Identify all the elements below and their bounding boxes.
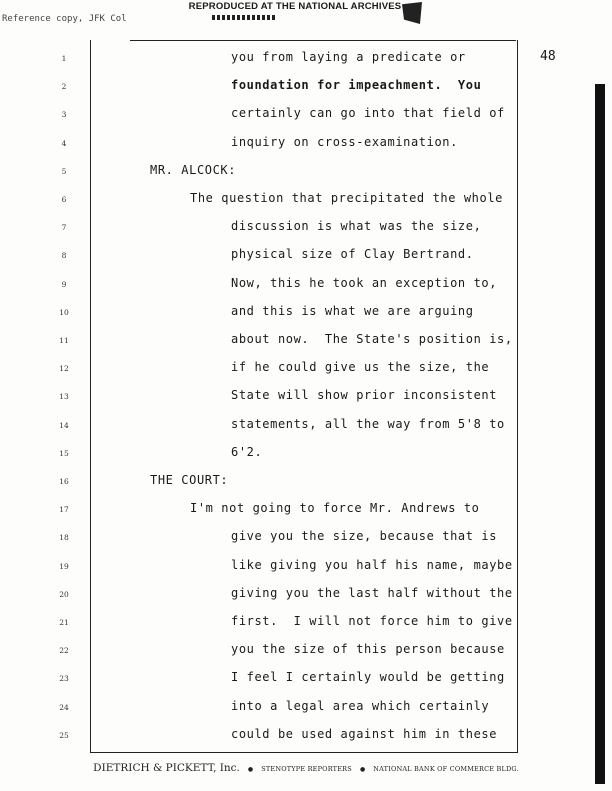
transcript-line: statements, all the way from 5'8 to [231, 416, 505, 431]
scan-edge-shadow [592, 84, 608, 784]
line-number: 3 [61, 110, 67, 120]
line-number: 23 [59, 674, 69, 684]
line-number: 6 [61, 195, 67, 204]
reference-copy-label: Reference copy, JFK Col [2, 14, 127, 24]
line-number: 5 [61, 166, 67, 176]
transcript-line: into a legal area which certainly [231, 698, 490, 713]
transcript-line: inquiry on cross-examination. [231, 134, 458, 149]
transcript-line: if he could give us the size, the [231, 360, 490, 375]
line-number: 8 [61, 251, 67, 261]
line-number: 18 [59, 533, 69, 543]
transcript-line: first. I will not force him to give [231, 614, 513, 628]
stamp-mark [402, 2, 422, 24]
transcript-line: State will show prior inconsistent [231, 388, 498, 403]
line-number: 13 [59, 392, 69, 402]
transcript-line: The question that precipitated the whole [190, 191, 503, 205]
transcript-line: I'm not going to force Mr. Andrews to [190, 501, 480, 516]
line-number: 24 [59, 702, 69, 712]
line-number: 16 [59, 477, 69, 486]
transcript-line: 6'2. [231, 444, 263, 459]
line-number: 22 [59, 646, 69, 656]
transcript-line: foundation for impeachment. You [231, 78, 482, 93]
line-number: 20 [59, 589, 69, 599]
transcript-line: certainly can go into that field of [231, 106, 505, 121]
page-number: 48 [540, 49, 556, 64]
transcript-line: Now, this he took an exception to, [231, 275, 498, 290]
line-number: 1 [61, 54, 67, 63]
line-number: 9 [61, 279, 67, 289]
transcript-line: like giving you half his name, maybe [231, 557, 513, 572]
transcript-line: MR. ALCOCK: [150, 162, 237, 177]
stamp-bar [212, 15, 276, 20]
line-number: 7 [61, 223, 67, 233]
line-number: 14 [59, 420, 69, 430]
archive-stamp: REPRODUCED AT THE NATIONAL ARCHIVES [188, 1, 402, 12]
footer-service: STENOTYPE REPORTERS [261, 765, 352, 773]
footer-bullet-1: ● [247, 766, 254, 773]
transcript-line: you from laying a predicate or [231, 50, 466, 64]
line-number: 4 [61, 138, 67, 148]
line-number: 25 [59, 730, 69, 740]
transcript-line: could be used against him in these [231, 726, 498, 741]
transcript-line: discussion is what was the size, [231, 219, 482, 234]
line-number: 17 [59, 505, 69, 515]
transcript-line: give you the size, because that is [231, 529, 498, 544]
footer-firm: DIETRICH & PICKETT, Inc. [93, 762, 240, 774]
transcript-line: I feel I certainly would be getting [231, 670, 505, 685]
footer-bullet-2: ● [359, 766, 366, 773]
line-number: 11 [59, 336, 69, 345]
line-number: 10 [59, 307, 69, 317]
transcript-line: and this is what we are arguing [231, 303, 474, 318]
line-number: 2 [61, 82, 67, 92]
footer [0, 762, 612, 774]
transcript-line: giving you the last half without the [231, 585, 513, 600]
transcript-line: you the size of this person because [231, 642, 505, 657]
line-number: 21 [59, 618, 69, 627]
line-number: 15 [59, 448, 69, 458]
line-number: 19 [59, 561, 69, 571]
footer-address: NATIONAL BANK OF COMMERCE BLDG. [373, 765, 519, 773]
line-number: 12 [59, 364, 69, 374]
transcript-line: physical size of Clay Bertrand. [231, 247, 474, 262]
transcript-line: THE COURT: [150, 473, 229, 487]
transcript-line: about now. The State's position is, [231, 332, 513, 346]
